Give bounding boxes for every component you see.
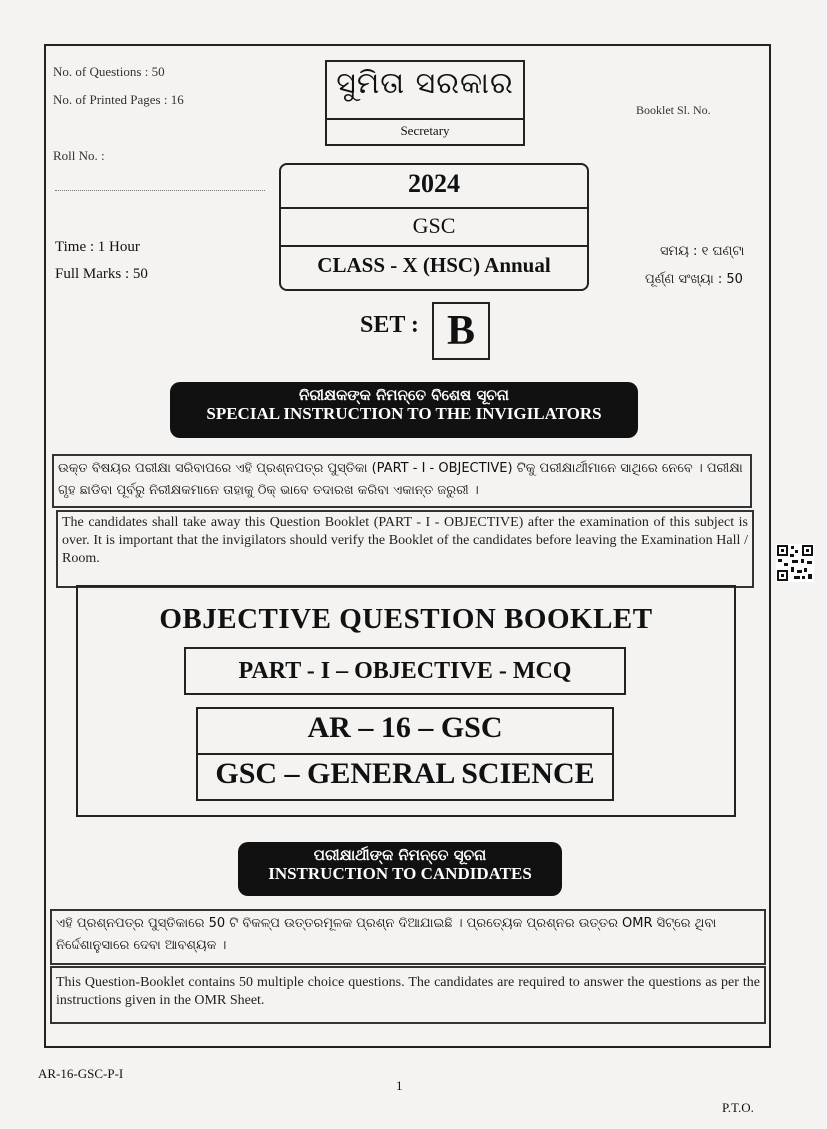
candidates-odia-instruction-box: [50, 909, 766, 965]
secretary-signature: ସୁମିତା ସରକାର: [336, 66, 514, 101]
exam-class: CLASS - X (HSC) Annual: [317, 253, 551, 277]
set-value: B: [432, 302, 490, 360]
secretary-title: Secretary: [400, 123, 450, 138]
please-turn-over: P.T.O.: [722, 1100, 754, 1115]
booklet-title: OBJECTIVE QUESTION BOOKLET: [159, 603, 653, 635]
full-marks: Full Marks : 50: [55, 266, 148, 282]
title-divider: [281, 245, 587, 247]
candidates-heading: INSTRUCTION TO CANDIDATES: [268, 864, 532, 883]
booklet-part: PART - I – OBJECTIVE - MCQ: [184, 647, 626, 695]
invigilator-english-text: The candidates shall take away this Question Booklet (PART - I - OBJECTIVE) after the examination of this subject is over. It is important that the invigilators should verify the Booklet of the candidates before leaving the Examination Hall / Room.: [62, 515, 748, 566]
odia-marks: ପୂର୍ଣ୍ଣ ସଂଖ୍ୟା : 50: [645, 272, 743, 287]
invigilator-odia-heading: ନିରୀକ୍ଷକଙ୍କ ନିମନ୍ତେ ବିଶେଷ ସୂଚନା: [299, 386, 509, 404]
roll-no-line: [55, 190, 265, 191]
candidates-english-text: This Question-Booklet contains 50 multiple choice questions. The candidates are required to answer the questions as per the instructions given in the OMR Sheet.: [56, 975, 760, 1008]
exam-year: 2024: [408, 169, 460, 198]
roll-no-label: Roll No. :: [53, 148, 105, 163]
exam-time: Time : 1 Hour: [55, 239, 140, 255]
footer-paper-code: AR-16-GSC-P-I: [38, 1066, 124, 1081]
page-number: 1: [396, 1078, 403, 1093]
booklet-code-box: [196, 707, 614, 801]
odia-time: ସମୟ : ୧ ଘଣ୍ଟା: [660, 244, 745, 259]
exam-title-box: [279, 163, 589, 291]
qr-code: [776, 544, 814, 582]
booklet-serial-label: Booklet Sl. No.: [636, 103, 711, 117]
invigilator-english-instruction-box: [56, 510, 754, 588]
booklet-subject: GSC – GENERAL SCIENCE: [215, 757, 595, 790]
candidates-odia-heading: ପରୀକ୍ଷାର୍ଥୀଙ୍କ ନିମନ୍ତେ ସୂଚନା: [313, 846, 487, 864]
invigilator-odia-text: ଉକ୍ତ ବିଷୟର ପରୀକ୍ଷା ସରିବାପରେ ଏହି ପ୍ରଶ୍ନପତ୍ର ପୁସ୍ତିକା (PART - I - OBJECTIVE) ଟିକୁ ପରୀକ୍ଷାର୍ଥୀମାନେ ସାଥିରେ ନେବେ । ପରୀକ୍ଷା ଗୃହ ଛାଡିବା ପୂର୍ବରୁ ନିରୀକ୍ଷକମାନେ ତାହାକୁ ଠିକ୍ ଭାବେ ତଦାରଖ କରିବା ଏକାନ୍ତ ଜରୁରୀ ।: [58, 461, 743, 498]
set-label: SET :: [360, 312, 419, 338]
objective-booklet-box: [76, 585, 736, 817]
invigilator-heading: SPECIAL INSTRUCTION TO THE INVIGILATORS: [206, 404, 602, 423]
candidates-heading-banner: [238, 842, 562, 896]
candidates-english-instruction-box: [50, 966, 766, 1024]
invigilator-odia-instruction-box: [52, 454, 752, 508]
questions-count: No. of Questions : 50: [53, 64, 165, 79]
invigilator-heading-banner: [170, 382, 638, 438]
secretary-signature-box: [325, 60, 525, 146]
exam-subject: GSC: [412, 213, 456, 238]
printed-pages: No. of Printed Pages : 16: [53, 92, 184, 107]
booklet-code: AR – 16 – GSC: [307, 711, 503, 744]
signature-divider: [327, 118, 523, 120]
candidates-odia-text: ଏହି ପ୍ରଶ୍ନପତ୍ର ପୁସ୍ତିକାରେ 50 ଟି ବିକଳ୍ପ ଉତ୍ତରମୂଳକ ପ୍ରଶ୍ନ ଦିଆଯାଇଛି । ପ୍ରତ୍ୟେକ ପ୍ରଶ୍ନର ଉତ୍ତର OMR ସିଟ୍‌ରେ ଥିବା ନିର୍ଦ୍ଦେଶାନୁସାରେ ଦେବା ଆବଶ୍ୟକ ।: [56, 916, 717, 953]
booklet-code-divider: [198, 753, 612, 755]
title-divider: [281, 207, 587, 209]
